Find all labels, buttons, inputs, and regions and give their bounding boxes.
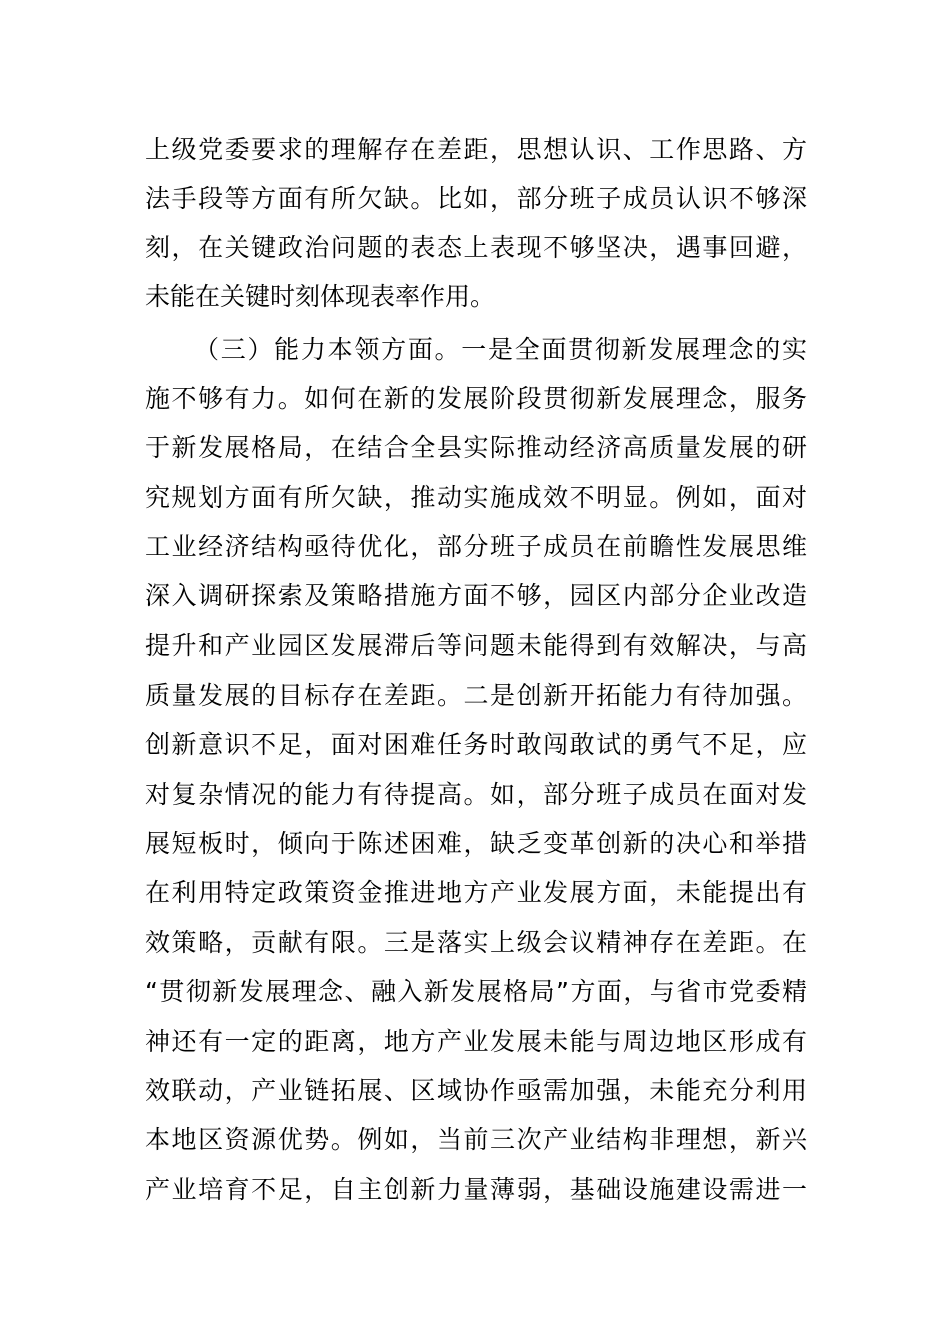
text-line: 法手段等方面有所欠缺。比如，部分班子成员认识不够深 xyxy=(145,184,807,213)
text-line: 未能在关键时刻体现表率作用。 xyxy=(145,282,496,311)
text-line: 对复杂情况的能力有待提高。如，部分班子成员在面对发 xyxy=(145,780,807,809)
text-line: “贯彻新发展理念、融入新发展格局”方面，与省市党委精 xyxy=(145,977,807,1006)
text-line: 工业经济结构亟待优化，部分班子成员在前瞻性发展思维 xyxy=(145,532,807,561)
text-line: 施不够有力。如何在新的发展阶段贯彻新发展理念，服务 xyxy=(145,384,807,413)
text-line: 在利用特定政策资金推进地方产业发展方面，未能提出有 xyxy=(145,878,807,907)
section-heading-line: （三）能力本领方面。一是全面贯彻新发展理念的实 xyxy=(194,335,807,364)
text-line: 本地区资源优势。例如，当前三次产业结构非理想，新兴 xyxy=(145,1125,807,1154)
text-line: 质量发展的目标存在差距。二是创新开拓能力有待加强。 xyxy=(145,681,807,710)
text-line: 产业培育不足，自主创新力量薄弱，基础设施建设需进一 xyxy=(145,1175,807,1204)
text-line: 展短板时，倾向于陈述困难，缺乏变革创新的决心和举措 xyxy=(145,829,807,858)
text-line: 神还有一定的距离，地方产业发展未能与周边地区形成有 xyxy=(145,1027,807,1056)
text-line: 刻，在关键政治问题的表态上表现不够坚决，遇事回避， xyxy=(145,233,807,262)
text-line: 效策略，贡献有限。三是落实上级会议精神存在差距。在 xyxy=(145,928,807,957)
text-line: 于新发展格局，在结合全县实际推动经济高质量发展的研 xyxy=(145,433,807,462)
text-line: 效联动，产业链拓展、区域协作亟需加强，未能充分利用 xyxy=(145,1076,807,1105)
text-line: 创新意识不足，面对困难任务时敢闯敢试的勇气不足，应 xyxy=(145,730,807,759)
text-line: 上级党委要求的理解存在差距，思想认识、工作思路、方 xyxy=(145,135,807,164)
text-line: 深入调研探索及策略措施方面不够，园区内部分企业改造 xyxy=(145,581,807,610)
text-line: 究规划方面有所欠缺，推动实施成效不明显。例如，面对 xyxy=(145,483,807,512)
text-line: 提升和产业园区发展滞后等问题未能得到有效解决，与高 xyxy=(145,631,807,660)
